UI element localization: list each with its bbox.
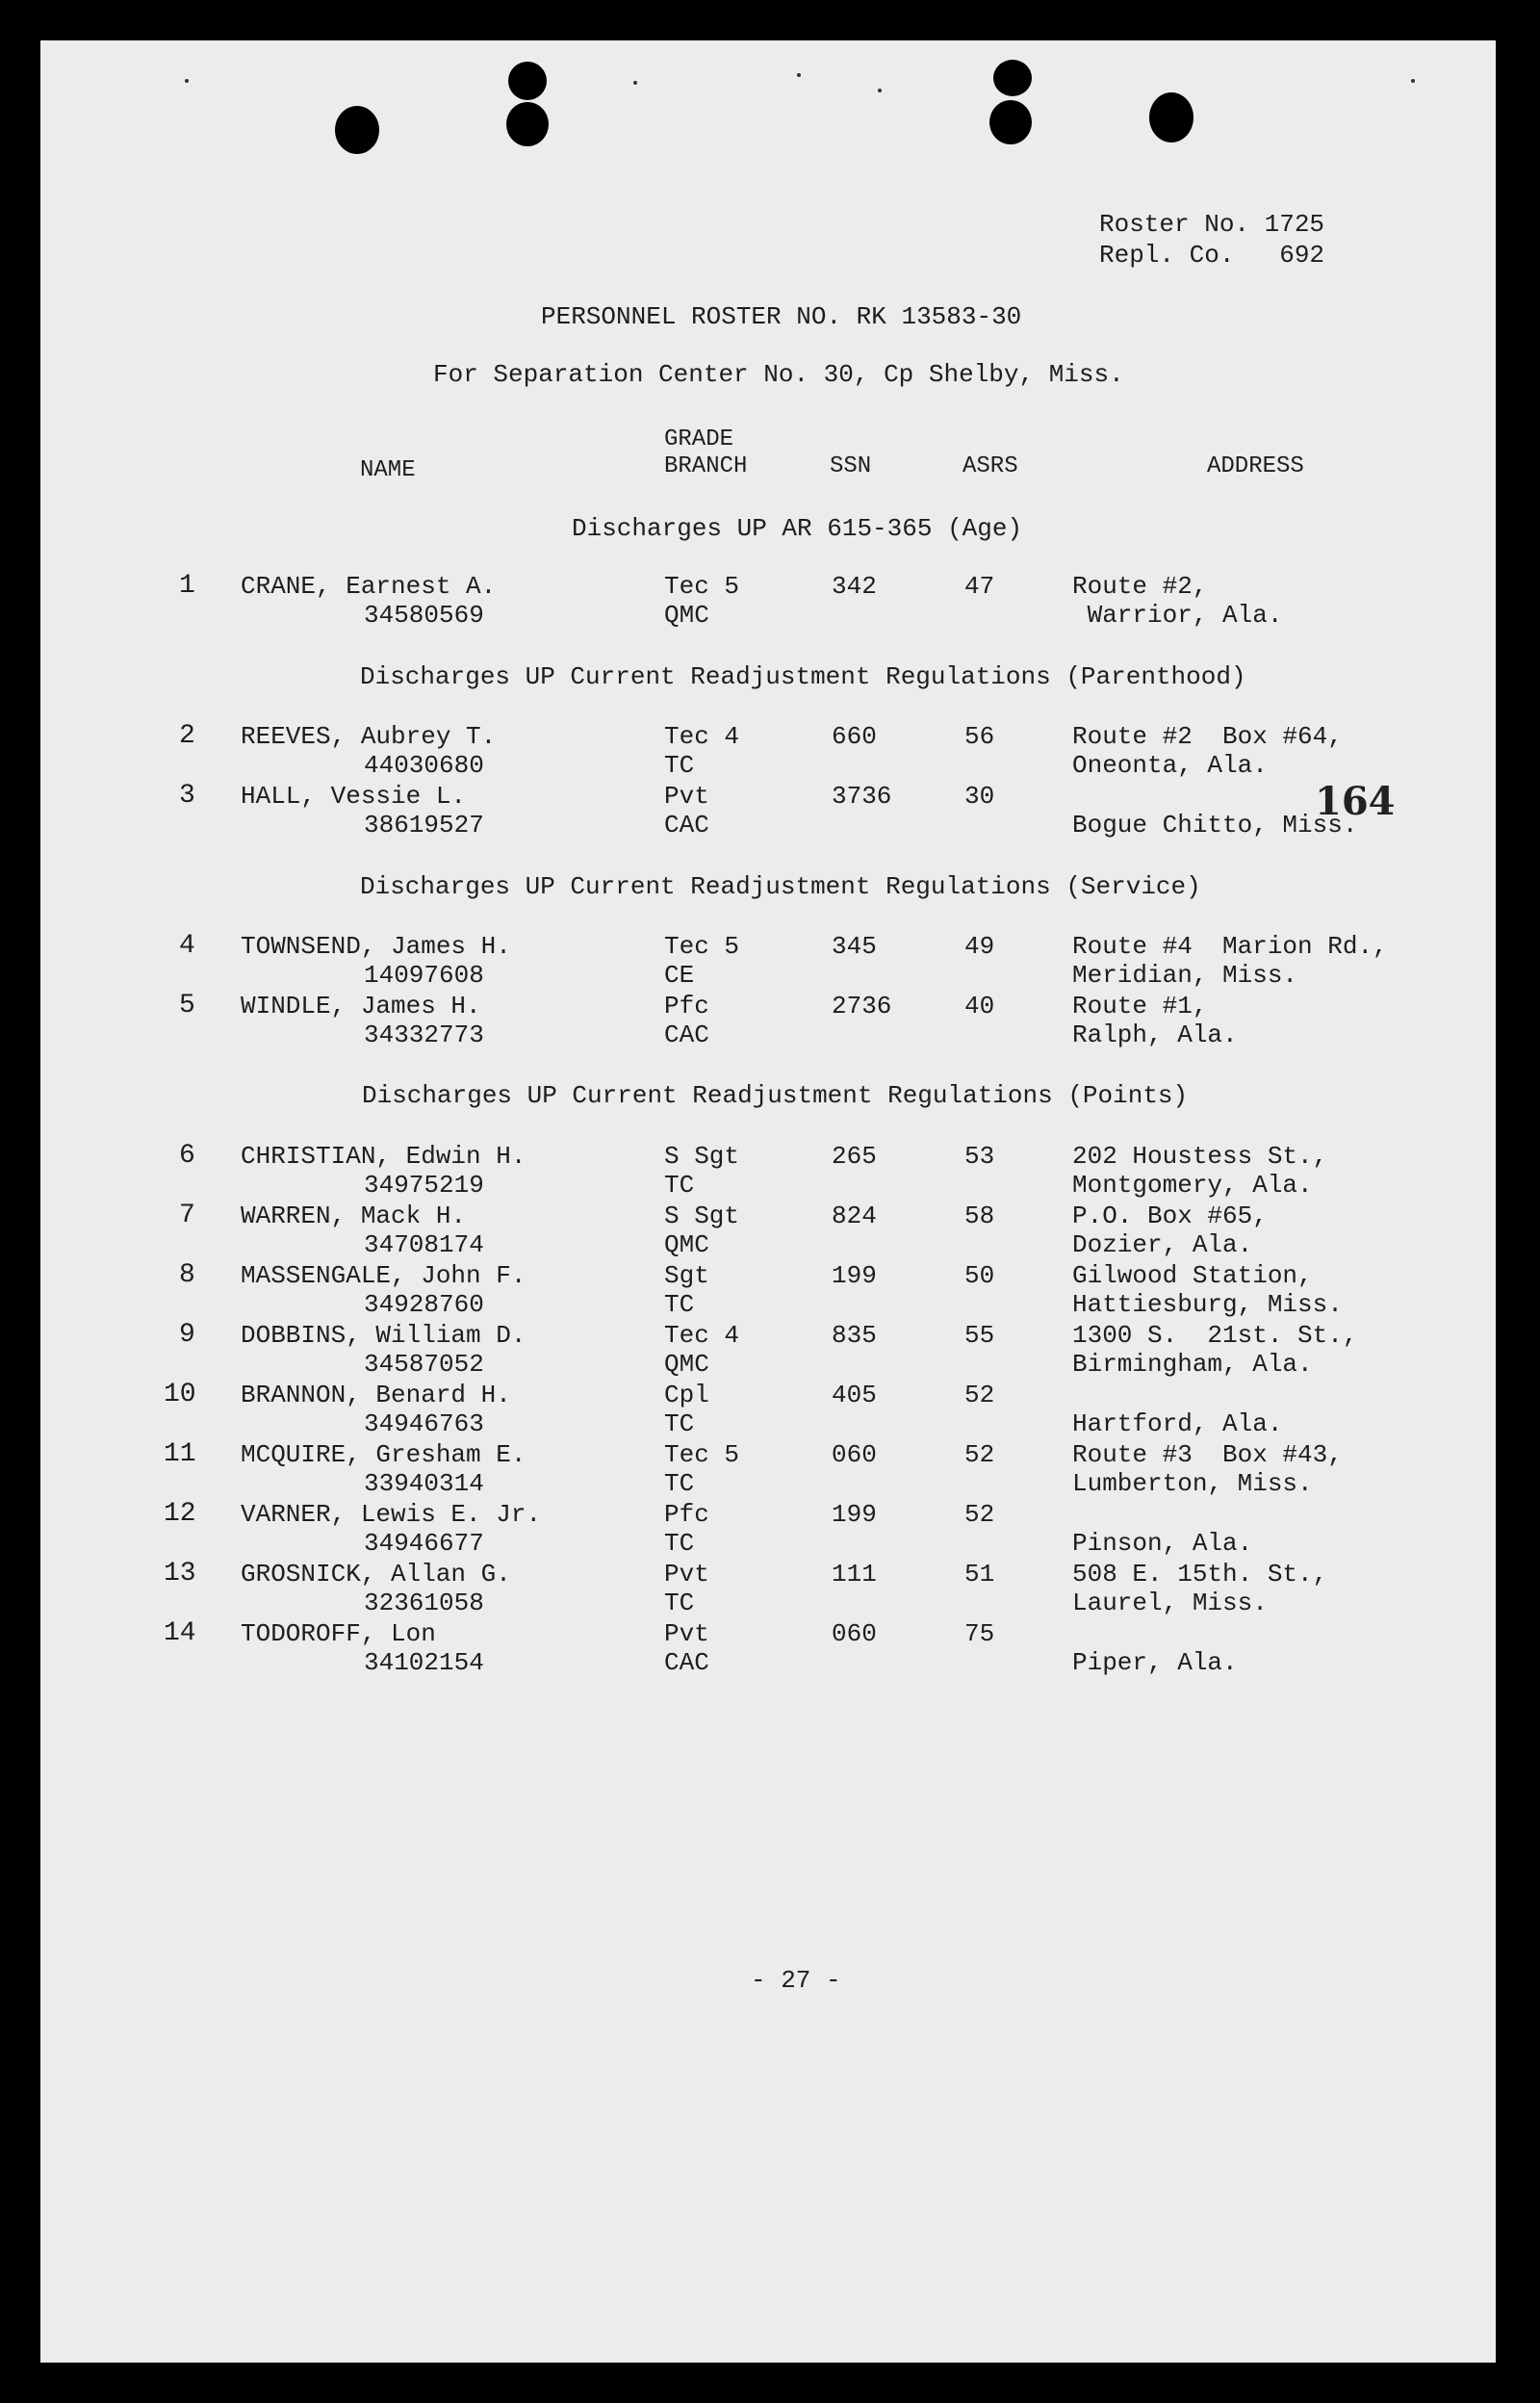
column-branch: BRANCH <box>664 453 748 479</box>
row-number: 9 <box>179 1320 195 1350</box>
row-number: 5 <box>179 991 195 1021</box>
address-line-2: Bogue Chitto, Miss. <box>1072 811 1358 840</box>
address-line-2: Pinson, Ala. <box>1072 1529 1253 1558</box>
grade: Tec 5 <box>664 932 740 961</box>
branch: TC <box>664 751 695 780</box>
branch: TC <box>664 1171 695 1200</box>
row-number: 8 <box>179 1260 195 1290</box>
ssn: 405 <box>832 1381 877 1409</box>
serial-number: 32361058 <box>364 1589 484 1617</box>
soldier-name: WARREN, Mack H. <box>241 1202 467 1230</box>
punch-hole <box>989 100 1032 144</box>
stamped-number: 164 <box>1315 779 1396 824</box>
ssn: 199 <box>832 1500 877 1529</box>
punch-hole <box>993 60 1032 96</box>
address-line-1: 202 Houstess St., <box>1072 1142 1328 1171</box>
grade: Pvt <box>664 1619 709 1648</box>
serial-number: 14097608 <box>364 961 484 990</box>
address-line-2: Dozier, Ala. <box>1072 1230 1253 1259</box>
punch-hole <box>508 62 547 100</box>
address-line-1: Route #1, <box>1072 992 1208 1021</box>
serial-number: 34946763 <box>364 1409 484 1438</box>
replacement-company: Repl. Co. 692 <box>1099 241 1325 270</box>
ssn: 060 <box>832 1619 877 1648</box>
roster-page <box>40 40 1496 2363</box>
address-line-2: Hartford, Ala. <box>1072 1409 1283 1438</box>
serial-number: 33940314 <box>364 1469 484 1498</box>
row-number: 11 <box>164 1439 196 1469</box>
ssn: 2736 <box>832 992 892 1021</box>
grade: Pfc <box>664 1500 709 1529</box>
punch-hole <box>335 106 379 154</box>
soldier-name: MASSENGALE, John F. <box>241 1261 526 1290</box>
grade: Tec 5 <box>664 572 740 601</box>
punch-hole <box>1149 92 1194 142</box>
row-number: 13 <box>164 1559 196 1589</box>
row-number: 6 <box>179 1141 195 1171</box>
asrs-score: 49 <box>964 932 995 961</box>
serial-number: 34975219 <box>364 1171 484 1200</box>
column-grade: GRADE <box>664 426 734 452</box>
grade: Pvt <box>664 782 709 811</box>
asrs-score: 58 <box>964 1202 995 1230</box>
ssn: 342 <box>832 572 877 601</box>
address-line-2: Oneonta, Ala. <box>1072 751 1268 780</box>
address-line-2: Piper, Ala. <box>1072 1648 1238 1677</box>
address-line-2: Warrior, Ala. <box>1072 601 1283 630</box>
soldier-name: CRANE, Earnest A. <box>241 572 497 601</box>
section-heading: Discharges UP Current Readjustment Regulations (Parenthood) <box>360 662 1246 691</box>
branch: TC <box>664 1290 695 1319</box>
address-line-1: P.O. Box #65, <box>1072 1202 1268 1230</box>
asrs-score: 75 <box>964 1619 995 1648</box>
grade: Tec 5 <box>664 1440 740 1469</box>
row-number: 14 <box>164 1618 196 1648</box>
address-line-2: Ralph, Ala. <box>1072 1021 1238 1049</box>
grade: Tec 4 <box>664 722 740 751</box>
asrs-score: 47 <box>964 572 995 601</box>
branch: TC <box>664 1589 695 1617</box>
ssn: 835 <box>832 1321 877 1350</box>
serial-number: 34102154 <box>364 1648 484 1677</box>
address-line-1: Route #4 Marion Rd., <box>1072 932 1388 961</box>
serial-number: 34946677 <box>364 1529 484 1558</box>
separation-center: For Separation Center No. 30, Cp Shelby, Miss. <box>433 360 1124 389</box>
branch: CAC <box>664 1648 709 1677</box>
serial-number: 34580569 <box>364 601 484 630</box>
address-line-1: Route #2, <box>1072 572 1208 601</box>
address-line-2: Meridian, Miss. <box>1072 961 1298 990</box>
row-number: 1 <box>179 571 195 601</box>
ssn: 199 <box>832 1261 877 1290</box>
soldier-name: TODOROFF, Lon <box>241 1619 436 1648</box>
address-line-2: Lumberton, Miss. <box>1072 1469 1313 1498</box>
asrs-score: 55 <box>964 1321 995 1350</box>
serial-number: 38619527 <box>364 811 484 840</box>
address-line-2: Montgomery, Ala. <box>1072 1171 1313 1200</box>
grade: Tec 4 <box>664 1321 740 1350</box>
row-number: 10 <box>164 1380 196 1409</box>
address-line-1: Gilwood Station, <box>1072 1261 1313 1290</box>
soldier-name: VARNER, Lewis E. Jr. <box>241 1500 542 1529</box>
grade: Sgt <box>664 1261 709 1290</box>
ssn: 060 <box>832 1440 877 1469</box>
asrs-score: 50 <box>964 1261 995 1290</box>
asrs-score: 53 <box>964 1142 995 1171</box>
address-line-1: 508 E. 15th. St., <box>1072 1560 1328 1589</box>
asrs-score: 51 <box>964 1560 995 1589</box>
section-heading: Discharges UP AR 615-365 (Age) <box>572 514 1023 543</box>
address-line-2: Birmingham, Ala. <box>1072 1350 1313 1379</box>
soldier-name: DOBBINS, William D. <box>241 1321 526 1350</box>
column-ssn: SSN <box>830 453 872 479</box>
soldier-name: TOWNSEND, James H. <box>241 932 511 961</box>
branch: QMC <box>664 1230 709 1259</box>
grade: S Sgt <box>664 1202 740 1230</box>
branch: QMC <box>664 1350 709 1379</box>
address-line-1: 1300 S. 21st. St., <box>1072 1321 1358 1350</box>
column-asrs: ASRS <box>962 453 1018 479</box>
asrs-score: 30 <box>964 782 995 811</box>
ssn: 111 <box>832 1560 877 1589</box>
asrs-score: 56 <box>964 722 995 751</box>
branch: QMC <box>664 601 709 630</box>
ssn: 660 <box>832 722 877 751</box>
roster-title: PERSONNEL ROSTER NO. RK 13583-30 <box>541 302 1022 331</box>
soldier-name: WINDLE, James H. <box>241 992 481 1021</box>
page-number: - 27 - <box>751 1966 841 1995</box>
branch: CAC <box>664 811 709 840</box>
section-heading: Discharges UP Current Readjustment Regulations (Service) <box>360 872 1201 901</box>
asrs-score: 52 <box>964 1440 995 1469</box>
soldier-name: CHRISTIAN, Edwin H. <box>241 1142 526 1171</box>
serial-number: 34587052 <box>364 1350 484 1379</box>
branch: TC <box>664 1469 695 1498</box>
soldier-name: MCQUIRE, Gresham E. <box>241 1440 526 1469</box>
ssn: 265 <box>832 1142 877 1171</box>
row-number: 12 <box>164 1499 196 1529</box>
address-line-1: Route #3 Box #43, <box>1072 1440 1343 1469</box>
ssn: 824 <box>832 1202 877 1230</box>
soldier-name: BRANNON, Benard H. <box>241 1381 511 1409</box>
row-number: 2 <box>179 721 195 751</box>
address-line-2: Laurel, Miss. <box>1072 1589 1268 1617</box>
row-number: 4 <box>179 931 195 961</box>
row-number: 7 <box>179 1201 195 1230</box>
section-heading: Discharges UP Current Readjustment Regulations (Points) <box>362 1081 1189 1110</box>
roster-number: Roster No. 1725 <box>1099 210 1325 239</box>
asrs-score: 40 <box>964 992 995 1021</box>
serial-number: 34708174 <box>364 1230 484 1259</box>
column-address: ADDRESS <box>1207 453 1304 479</box>
column-name: NAME <box>360 457 416 483</box>
branch: CE <box>664 961 695 990</box>
serial-number: 44030680 <box>364 751 484 780</box>
branch: CAC <box>664 1021 709 1049</box>
grade: Cpl <box>664 1381 709 1409</box>
ssn: 345 <box>832 932 877 961</box>
soldier-name: GROSNICK, Allan G. <box>241 1560 511 1589</box>
serial-number: 34928760 <box>364 1290 484 1319</box>
row-number: 3 <box>179 781 195 811</box>
soldier-name: REEVES, Aubrey T. <box>241 722 497 751</box>
address-line-1: Route #2 Box #64, <box>1072 722 1343 751</box>
punch-hole <box>506 102 549 146</box>
ssn: 3736 <box>832 782 892 811</box>
branch: TC <box>664 1409 695 1438</box>
soldier-name: HALL, Vessie L. <box>241 782 467 811</box>
grade: S Sgt <box>664 1142 740 1171</box>
grade: Pfc <box>664 992 709 1021</box>
asrs-score: 52 <box>964 1381 995 1409</box>
serial-number: 34332773 <box>364 1021 484 1049</box>
grade: Pvt <box>664 1560 709 1589</box>
branch: TC <box>664 1529 695 1558</box>
asrs-score: 52 <box>964 1500 995 1529</box>
address-line-2: Hattiesburg, Miss. <box>1072 1290 1343 1319</box>
